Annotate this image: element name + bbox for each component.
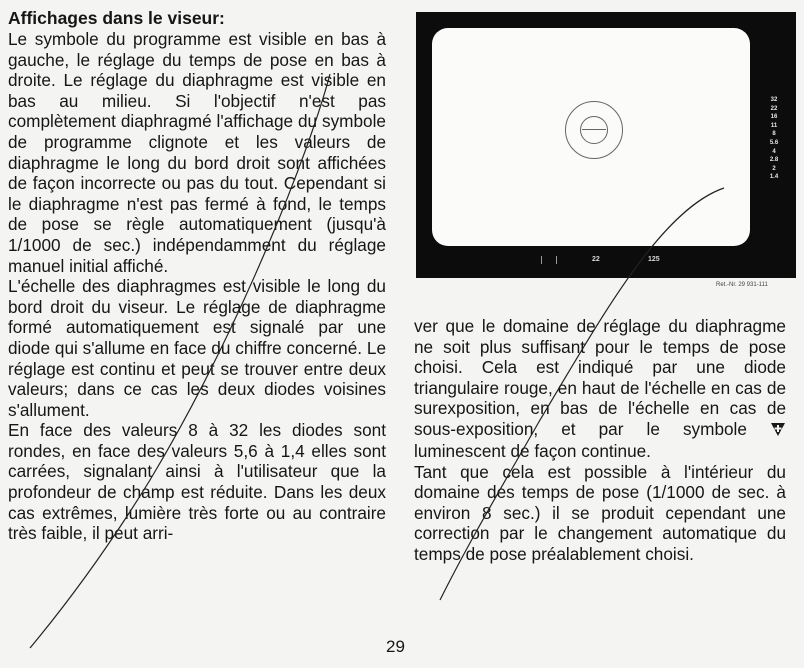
aperture-scale-value: 5.6: [769, 139, 779, 146]
bottom-aperture-readout: 22: [592, 256, 600, 263]
paragraph-5: Tant que cela est possible à l'intérieur du domaine des temps de pose (1/1000 de sec. à environ 8 sec.) il se produit cependant une correction par le changement automatique du temps de pose préalablement choisi.: [414, 461, 786, 564]
bottom-shutter-readout: 125: [648, 256, 660, 263]
program-indicator: [541, 256, 557, 264]
viewfinder-screen: [432, 28, 750, 246]
aperture-scale-value: 11: [770, 122, 778, 129]
viewfinder-illustration: [416, 12, 796, 278]
split-image-line: [582, 129, 606, 130]
paragraph-1: Le symbole du programme est visible en bas à gauche, le réglage du temps de pose en bas à droite. Le réglage du diaphragme est visible en bas au milieu. Si l'objectif n'est pas complètement diaphragmé l'affichage du symbole de programme clignote et les valeurs de diaphragme le long du bord droit sont affichées de façon incorrecte ou pas du tout. Cependant si le diaphragme n'est pas fermé à fond, le temps de pose se règle automatiquement (jusqu'à 1/1000 de sec.) indépendamment du réglage manuel initial affiché.: [8, 29, 386, 276]
aperture-scale-value: 22: [770, 105, 778, 112]
triangle-plus-icon: [770, 422, 786, 441]
section-heading: Affichages dans le viseur:: [8, 8, 225, 28]
aperture-scale-value: 4: [772, 148, 776, 155]
aperture-scale-value: 1.4: [769, 174, 779, 181]
paragraph-3: En face des valeurs 8 à 32 les diodes sont rondes, en face des valeurs 5,6 à 1,4 elles sont carrées, signalant ainsi à l'utilisateur que la profondeur de champ est réduite. Dans les deux cas extrêmes, lumière très forte ou au contraire très faible, il peut arri-: [8, 420, 386, 544]
left-column: [8, 8, 386, 544]
aperture-scale-value: 2.8: [769, 157, 779, 164]
aperture-scale-value: 2: [772, 165, 776, 172]
page-number: 29: [386, 637, 405, 656]
focus-ring-inner: [580, 116, 608, 144]
aperture-scale: [760, 96, 788, 182]
paragraph-4: [414, 316, 786, 462]
aperture-scale-value: 32: [770, 97, 778, 103]
aperture-scale-value: 16: [770, 114, 778, 121]
paragraph-2: L'échelle des diaphragmes est visible le long du bord droit du viseur. Le réglage de diaphragme formé automatiquement est signalé par une diode qui s'allume en face du chiffre concerné. Le réglage est continu et peut se trouver entre deux valeurs; dans ce cas les deux diodes voisines s'allument.: [8, 276, 386, 420]
aperture-scale-value: 8: [772, 131, 776, 138]
right-column: [414, 316, 786, 565]
reference-number: Ret.-Nr. 29 931-111: [716, 282, 768, 288]
paragraph-4-text: ver que le domaine de réglage du diaphragme ne soit plus suffisant pour le temps de pose choisi. Cela est indiqué par une diode triangulaire rouge, en haut de l'échelle en cas de surexposition, en bas de l'échelle en cas de sous-exposition, et par le symbole: [414, 316, 786, 439]
paragraph-4-end: luminescent de façon continue.: [414, 440, 651, 461]
